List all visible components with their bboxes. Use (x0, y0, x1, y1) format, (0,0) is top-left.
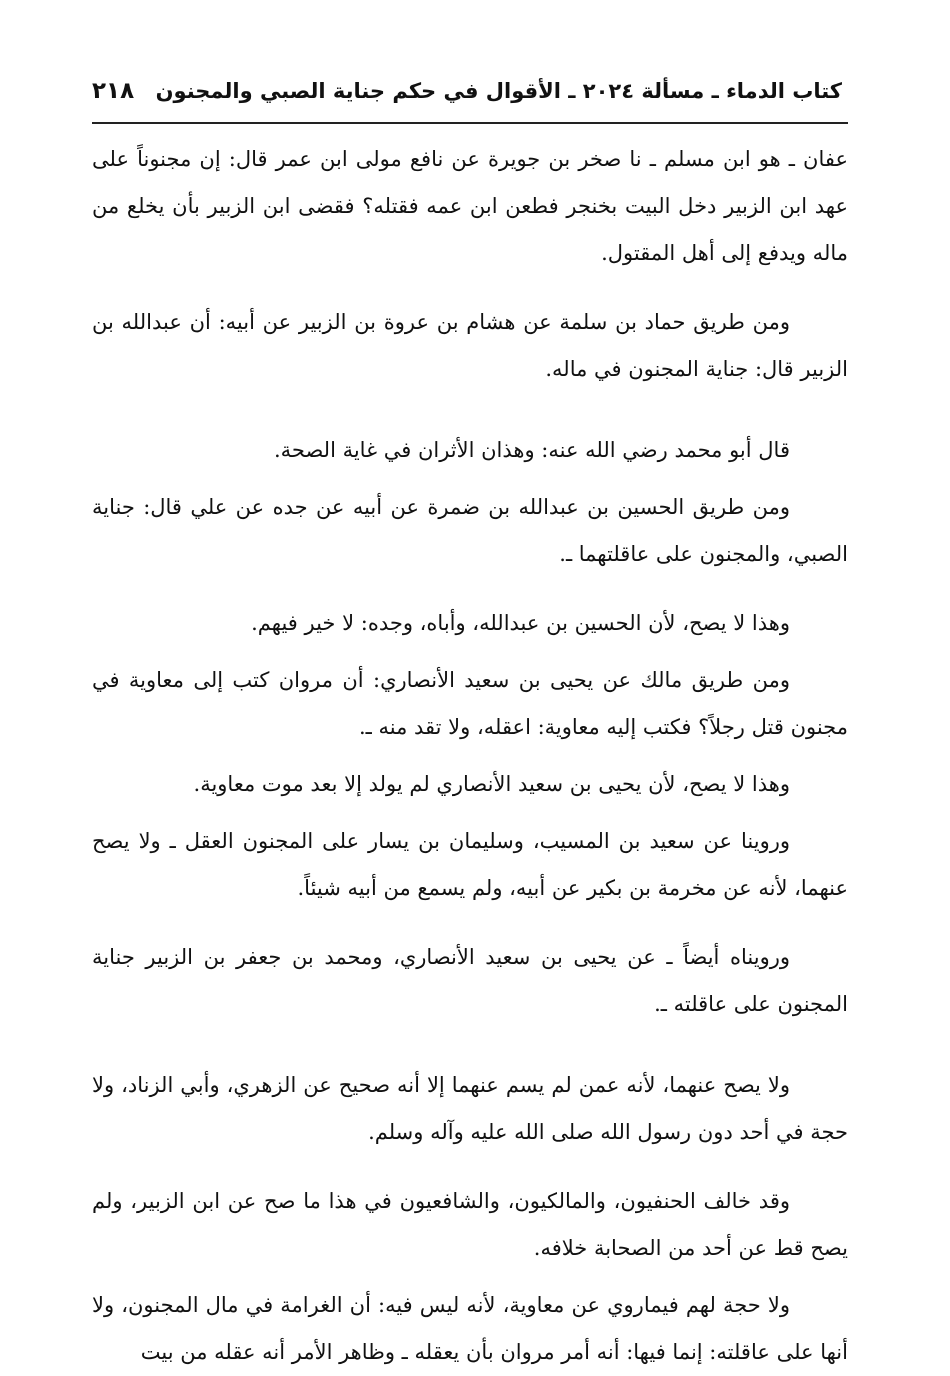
paragraph-8: وروينا عن سعيد بن المسيب، وسليمان بن يسار على المجنون العقل ـ ولا يصح عنهما، لأنه عن مخرمة بن بكير عن أبيه، ولم يسمع من أبيه شيئاً. (92, 829, 848, 900)
paragraph-7: وهذا لا يصح، لأن يحيى بن سعيد الأنصاري لم يولد إلا بعد موت معاوية. (193, 772, 790, 796)
paragraph-1: عفان ـ هو ابن مسلم ـ نا صخر بن جويرة عن نافع مولى ابن عمر قال: إن مجنوناً على عهد ابن الزبير دخل البيت بخنجر فطعن ابن عمه فقتله؟ فقضى ابن الزبير بأن يخلع من ماله ويدفع إلى أهل المقتول. (92, 147, 848, 265)
page-number: ٢١٨ (92, 78, 135, 104)
paragraph-11: وقد خالف الحنفيون، والمالكيون، والشافعيون في هذا ما صح عن ابن الزبير، ولم يصح قط عن أحد من الصحابة خلافه. (92, 1189, 848, 1260)
paragraph-2: ومن طريق حماد بن سلمة عن هشام بن عروة بن الزبير عن أبيه: أن عبدالله بن الزبير قال: جناية المجنون في ماله. (92, 310, 848, 381)
paragraph-9: ورويناه أيضاً ـ عن يحيى بن سعيد الأنصاري، ومحمد بن جعفر بن الزبير جناية المجنون على عاقلته ـ. (92, 945, 848, 1016)
running-title: كتاب الدماء ـ مسألة ٢٠٢٤ ـ الأقوال في حكم جناية الصبي والمجنون (155, 79, 842, 103)
paragraph-3: قال أبو محمد رضي الله عنه: وهذان الأثران في غاية الصحة. (273, 438, 790, 462)
paragraph-12: ولا حجة لهم فيماروي عن معاوية، لأنه ليس فيه: أن الغرامة في مال المجنون، ولا أنها على عاقلته: إنما فيها: أنه أمر مروان بأن يعقله ـ وظاهر الأمر أنه عقله من بيت (92, 1293, 848, 1364)
body-text (92, 136, 848, 1376)
paragraph-4: ومن طريق الحسين بن عبدالله بن ضمرة عن أبيه عن جده عن علي قال: جناية الصبي، والمجنون على عاقلتهما ـ. (92, 495, 848, 566)
paragraph-6: ومن طريق مالك عن يحيى بن سعيد الأنصاري: أن مروان كتب إلى معاوية في مجنون قتل رجلاً؟ فكتب إليه معاوية: اعقله، ولا تقد منه ـ. (92, 668, 848, 739)
document-page (92, 78, 848, 1376)
page-header (92, 78, 848, 124)
paragraph-10: ولا يصح عنهما، لأنه عمن لم يسم عنهما إلا أنه صحيح عن الزهري، وأبي الزناد، ولا حجة في أحد دون رسول الله صلى الله عليه وآله وسلم. (92, 1073, 848, 1144)
paragraph-5: وهذا لا يصح، لأن الحسين بن عبدالله، وأباه، وجده: لا خير فيهم. (251, 611, 790, 635)
